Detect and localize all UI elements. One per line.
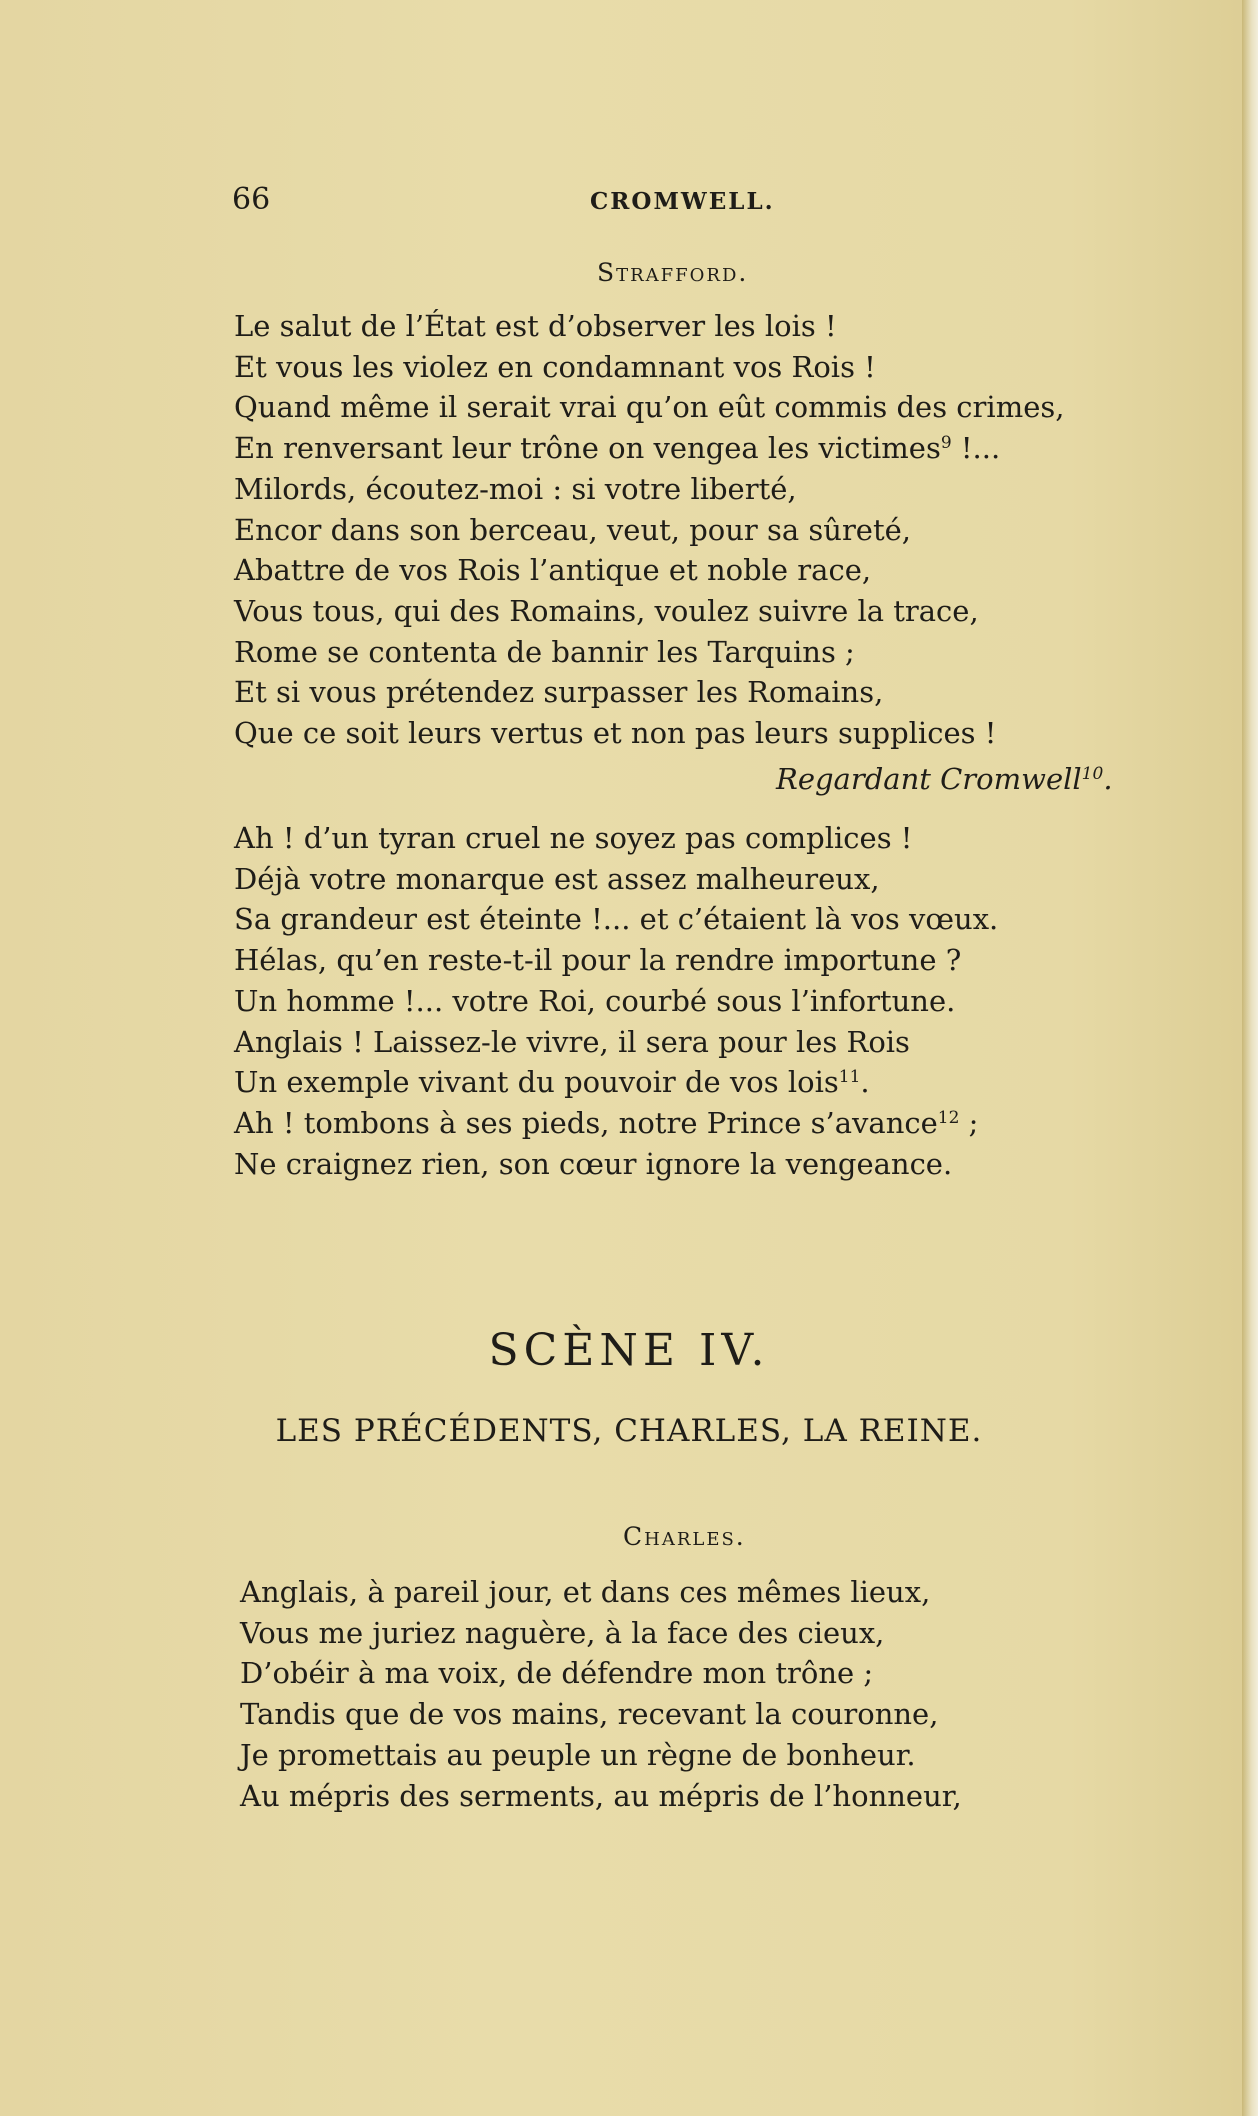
running-head xyxy=(0,180,1258,220)
verse-line: Et si vous prétendez surpasser les Romains, xyxy=(234,675,884,710)
verse-block-strafford-2 xyxy=(234,818,998,1184)
verse-line: Vous tous, qui des Romains, voulez suivre la trace, xyxy=(234,593,979,628)
footnote-marker: 9 xyxy=(940,433,952,454)
verse-line: Ne craignez rien, son cœur ignore la vengeance. xyxy=(234,1146,953,1181)
verse-text: Un exemple vivant du pouvoir de vos lois xyxy=(234,1065,839,1100)
verse-line: Le salut de l’État est d’observer les lois ! xyxy=(234,309,837,343)
stage-text: . xyxy=(1103,762,1113,796)
verse-line xyxy=(234,1062,998,1103)
verse-text: En renversant leur trône on vengea les victimes xyxy=(234,431,941,466)
verse-line: Encor dans son berceau, veut, pour sa sûreté, xyxy=(234,512,911,547)
verse-line: Que ce soit leurs vertus et non pas leurs supplices ! xyxy=(234,716,997,751)
scene-characters: LES PRÉCÉDENTS, CHARLES, LA REINE. xyxy=(275,1413,983,1449)
verse-line: D’obéir à ma voix, de défendre mon trône ; xyxy=(240,1656,874,1691)
verse-line: Milords, écoutez-moi : si votre liberté, xyxy=(234,471,797,506)
verse-block-strafford-1 xyxy=(234,306,1064,754)
verse-line: Anglais, à pareil jour, et dans ces mêmes lieux, xyxy=(240,1575,931,1609)
verse-line: Un homme !... votre Roi, courbé sous l’infortune. xyxy=(234,983,956,1018)
verse-line: Sa grandeur est éteinte !... et c’étaient là vos vœux. xyxy=(234,902,999,937)
verse-line: Je promettais au peuple un règne de bonheur. xyxy=(240,1737,916,1772)
running-title: CROMWELL. xyxy=(590,188,775,215)
verse-block-charles xyxy=(240,1572,962,1816)
verse-line: Et vous les violez en condamnant vos Rois ! xyxy=(234,349,876,384)
stage-text: Regardant Cromwell xyxy=(776,762,1082,796)
verse-line: Quand même il serait vrai qu’on eût commis des crimes, xyxy=(234,390,1065,425)
verse-line xyxy=(234,1103,998,1144)
verse-text: . xyxy=(860,1065,870,1100)
footnote-marker: 12 xyxy=(937,1107,960,1128)
verse-line: Hélas, qu’en reste-t-il pour la rendre importune ? xyxy=(234,943,962,978)
verse-line xyxy=(234,428,1064,469)
verse-line: Rome se contenta de bannir les Tarquins ; xyxy=(234,634,855,669)
verse-text: !... xyxy=(951,431,1001,466)
scene-heading: SCÈNE IV. xyxy=(488,1325,770,1376)
speaker-strafford: Strafford. xyxy=(597,258,749,287)
page-edge xyxy=(1242,0,1258,2116)
page-number: 66 xyxy=(232,182,271,217)
verse-line: Tandis que de vos mains, recevant la couronne, xyxy=(240,1697,939,1732)
footnote-marker: 11 xyxy=(838,1067,861,1088)
footnote-marker: 10 xyxy=(1081,764,1104,784)
speaker-charles: Charles. xyxy=(623,1522,746,1551)
verse-line: Anglais ! Laissez-le vivre, il sera pour les Rois xyxy=(234,1024,910,1059)
verse-text: ; xyxy=(959,1105,979,1140)
verse-line: Vous me juriez naguère, à la face des cieux, xyxy=(240,1615,885,1650)
verse-line: Au mépris des serments, au mépris de l’honneur, xyxy=(240,1778,962,1813)
verse-line: Ah ! d’un tyran cruel ne soyez pas complices ! xyxy=(234,821,913,855)
verse-text: Ah ! tombons à ses pieds, notre Prince s’avance xyxy=(234,1105,938,1140)
stage-direction xyxy=(776,762,1113,796)
verse-line: Déjà votre monarque est assez malheureux, xyxy=(234,861,880,896)
verse-line: Abattre de vos Rois l’antique et noble race, xyxy=(234,553,872,588)
